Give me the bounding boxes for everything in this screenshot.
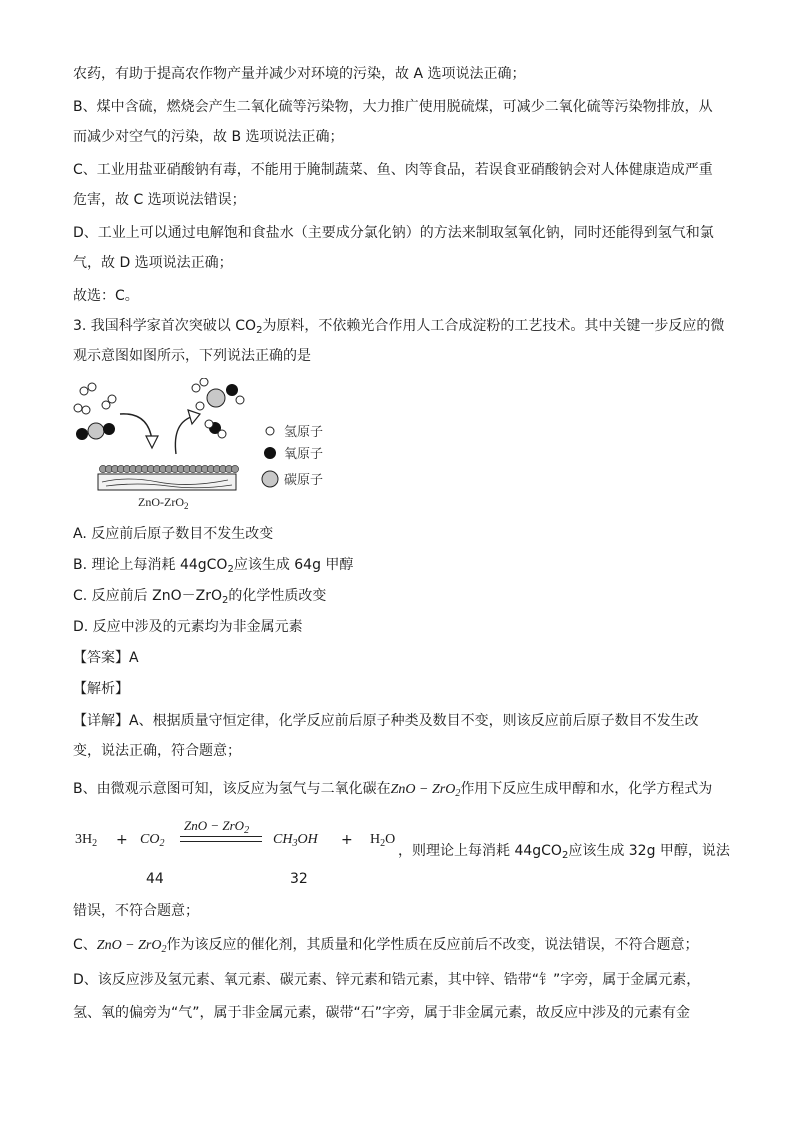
option-d: D. 反应中涉及的元素均为非金属元素	[73, 619, 303, 635]
detail-line: D、该反应涉及氢元素、氧元素、碳元素、锌元素和锆元素，其中锌、锆带“钅”字旁，属于金属元素，	[73, 972, 701, 988]
catalyst-label: ZnO-ZrO$_2$	[138, 495, 189, 511]
catalyst-bead	[231, 465, 238, 472]
analysis-tag: 【解析】	[73, 681, 129, 697]
hydrogen-molecule-icon	[74, 404, 90, 414]
legend	[262, 425, 323, 488]
text-line: 而减少对空气的污染，故 B 选项说法正确；	[73, 129, 344, 145]
desorption-arrow-icon	[175, 410, 200, 454]
text-line: 农药，有助于提高农作物产量并减少对环境的污染，故 A 选项说法正确；	[73, 66, 526, 82]
eq-product-h2o: $H_2O$	[370, 832, 396, 849]
answer-line	[73, 648, 139, 668]
eq-reactant-co2: $CO_2$	[140, 832, 165, 849]
catalyst-surface	[98, 465, 239, 490]
eq-product-ch3oh: $CH_3OH$	[273, 832, 318, 849]
reaction-micro-diagram	[68, 378, 338, 518]
option-a: A. 反应前后原子数目不发生改变	[73, 526, 274, 542]
oxygen-atom-icon	[264, 447, 276, 459]
text-line: B、煤中含硫，燃烧会产生二氧化硫等污染物，大力推广使用脱硫煤，可减少二氧化硫等污染物排放，从	[73, 99, 713, 115]
eq-condition: ZnO − ZrO$_2$	[184, 818, 250, 836]
detail-line: 错误，不符合题意；	[73, 903, 199, 919]
eq-mass-ch3oh: 32	[290, 871, 308, 887]
legend-oxygen: 氧原子	[284, 447, 324, 462]
eq-plus: +	[341, 832, 353, 848]
text-line: D、工业上可以通过电解饱和食盐水（主要成分氯化钠）的方法来制取氢氧化钠，同时还能得到氢气和氯	[73, 225, 714, 241]
question-stem: 观示意图如图所示，下列说法正确的是	[73, 348, 311, 364]
option-c: C. 反应前后 ZnO－ZrO$_2$的化学性质改变	[73, 588, 327, 606]
detail-line: 变，说法正确，符合题意；	[73, 743, 241, 759]
detail-line: C、ZnO − ZrO$_2$作为该反应的催化剂，其质量和化学性质在反应前后不改变，说法错误，不符合题意；	[73, 937, 699, 955]
eq-tail: ，则理论上每消耗 44gCO$_2$应该生成 32g 甲醇，说法	[398, 843, 730, 861]
question-stem: 3. 我国科学家首次突破以 $CO_2$为原料，不依赖光合作用人工合成淀粉的工艺技术。其中关键一步反应的微	[73, 318, 725, 336]
legend-carbon: 碳原子	[284, 473, 324, 488]
methanol-molecule-icon	[192, 378, 244, 410]
text-line: C、工业用盐亚硝酸钠有毒，不能用于腌制蔬菜、鱼、肉等食品，若误食亚硝酸钠会对人体健康造成严重	[73, 162, 713, 178]
detail-line: 氢、氧的偏旁为“气”，属于非金属元素，碳带“石”字旁，属于非金属元素，故反应中涉及的元素有金	[73, 1005, 691, 1021]
eq-mass-co2: 44	[146, 871, 164, 887]
answer-value: A	[129, 650, 139, 666]
eq-double-line	[180, 836, 262, 842]
text-line: 危害，故 C 选项说法错误；	[73, 192, 246, 208]
water-molecule-icon	[205, 420, 226, 438]
detail-line: 【详解】A、根据质量守恒定律，化学反应前后原子种类及数目不变，则该反应前后原子数目不发生改	[73, 713, 699, 729]
adsorption-arrow-icon	[120, 414, 158, 448]
hydrogen-molecule-icon	[80, 383, 96, 395]
text-line: 气，故 D 选项说法正确；	[73, 255, 233, 271]
answer-tag: 【答案】	[73, 650, 129, 666]
hydrogen-molecule-icon	[102, 395, 116, 409]
carbon-dioxide-molecule-icon	[76, 423, 115, 440]
eq-plus: +	[116, 832, 128, 848]
option-b: B. 理论上每消耗 44gCO$_2$应该生成 64g 甲醇	[73, 557, 354, 575]
answer-line: 故选：C。	[73, 288, 139, 304]
legend-hydrogen: 氢原子	[284, 425, 324, 440]
carbon-atom-icon	[262, 471, 278, 487]
eq-reactant-h2: $3H_2$	[75, 832, 98, 849]
detail-line: B、由微观示意图可知，该反应为氢气与二氧化碳在ZnO − ZrO$_2$作用下反应生成甲醇和水，化学方程式为	[73, 781, 713, 799]
hydrogen-atom-icon	[266, 427, 274, 435]
